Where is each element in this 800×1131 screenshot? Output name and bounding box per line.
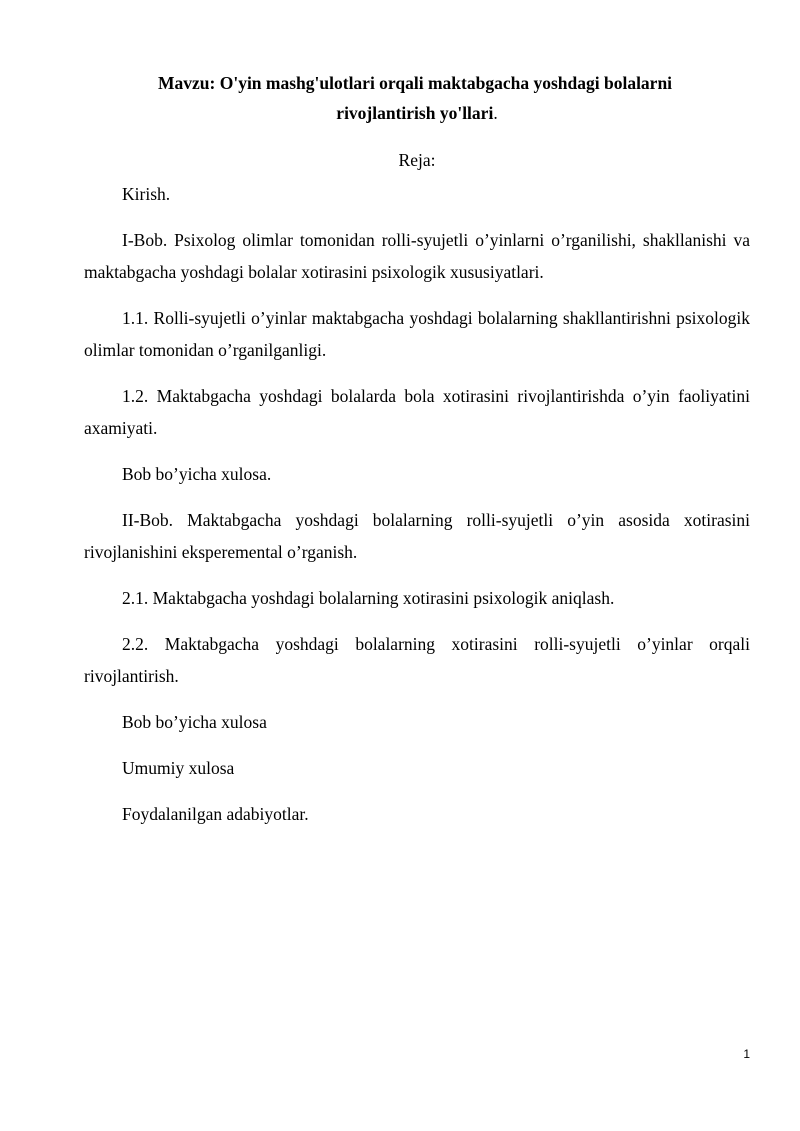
title-line-1: Mavzu: O'yin mashg'ulotlari orqali maktabgacha yoshdagi bolalarni	[158, 73, 673, 93]
plan-item-introduction: Kirish.	[122, 184, 171, 204]
title-period: .	[493, 103, 498, 123]
plan-item-chapter-1: I-Bob. Psixolog olimlar tomonidan rolli-syujetli o’yinlarni o’rganilishi, shakllanishi va maktabgacha yoshdagi bolalar xotirasini psixologik xususiyatlari.	[84, 230, 750, 282]
plan-item-chapter-2: II-Bob. Maktabgacha yoshdagi bolalarning rolli-syujetli o’yin asosida xotirasini rivojlanishini eksperemental o’rganish.	[84, 510, 750, 562]
plan-item-references: Foydalanilgan adabiyotlar.	[122, 804, 309, 824]
plan-heading: Reja:	[398, 150, 436, 170]
document-title	[84, 68, 750, 128]
title-line-2-text: rivojlantirish yo'llari	[336, 103, 494, 123]
plan-item-section-1-2: 1.2. Maktabgacha yoshdagi bolalarda bola xotirasini rivojlantirishda o’yin faoliyatini axamiyati.	[84, 386, 750, 438]
plan-item-section-2-2: 2.2. Maktabgacha yoshdagi bolalarning xotirasini rolli-syujetli o’yinlar orqali rivojlantirish.	[84, 634, 750, 686]
plan-item-chapter-2-conclusion: Bob bo’yicha xulosa	[122, 712, 267, 732]
page-number: 1	[743, 1047, 750, 1061]
plan-item-chapter-1-conclusion: Bob bo’yicha xulosa.	[122, 464, 272, 484]
plan-item-section-1-1: 1.1. Rolli-syujetli o’yinlar maktabgacha yoshdagi bolalarning shakllantirishni psixologik olimlar tomonidan o’rganilganligi.	[84, 308, 750, 360]
plan-item-section-2-1: 2.1. Maktabgacha yoshdagi bolalarning xotirasini psixologik aniqlash.	[122, 588, 615, 608]
title-line-2	[84, 98, 750, 128]
plan-item-general-conclusion: Umumiy xulosa	[122, 758, 235, 778]
